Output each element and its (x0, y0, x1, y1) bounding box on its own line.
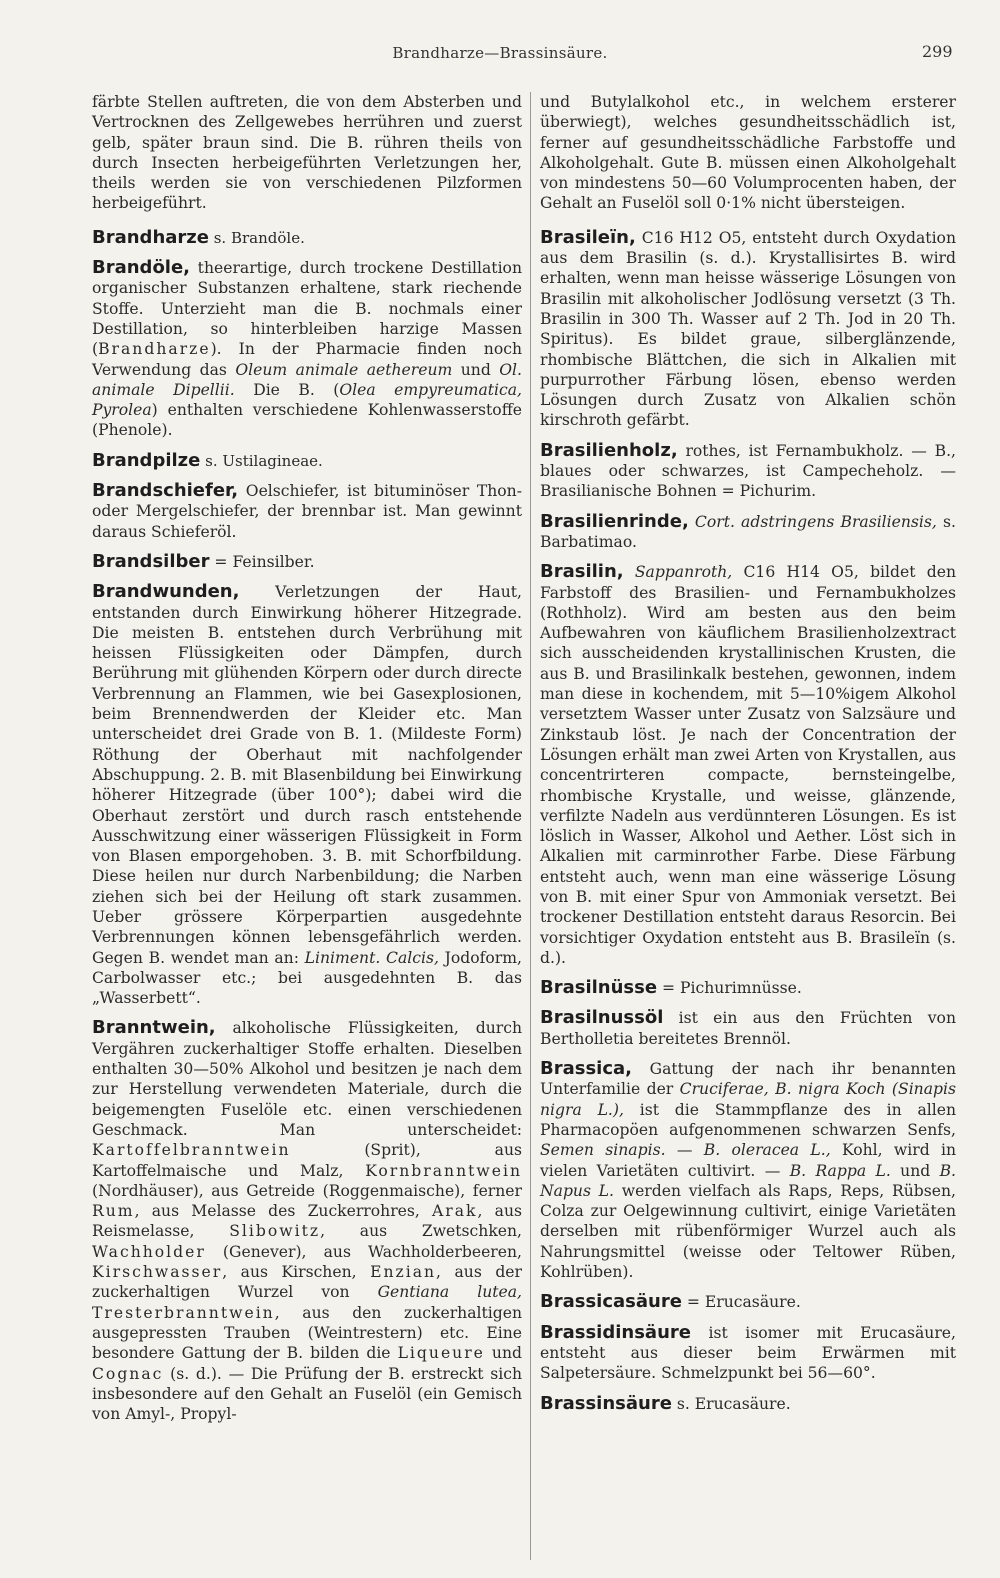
spaced-term: Rum (92, 1202, 135, 1221)
entry-text: = Pichurimnüsse. (657, 979, 802, 998)
entry-brandpilze (92, 451, 522, 471)
entry-brasilienholz (540, 441, 956, 502)
running-head: Brandharze—Brassinsäure. (392, 44, 608, 62)
latin-term: Gentiana lutea, (377, 1283, 522, 1302)
headword: Brasilnussöl (540, 1007, 664, 1029)
headword: Brandsilber (92, 550, 210, 572)
latin-term: Cort. adstringens Brasiliensis, (694, 512, 937, 531)
entry-text: alkoholische Flüssigkeiten, durch Vergähren zuckerhaltiger Stoffe erhalten. Dieselben enthalten 30—50% Alkohol und besitzen je nach dem zur Herstellung verwendeten Materiale, durch die beigemengten Fuselöle etc. einen verschiedenen Geschmack. Man unterscheidet: (92, 1019, 522, 1139)
entry-text (624, 563, 635, 581)
headword: Brasilnüsse (540, 977, 658, 999)
latin-term: Liniment. Calcis, (304, 948, 439, 967)
latin-term: B. Napus L. (540, 1161, 956, 1200)
spaced-term: Arak (432, 1202, 478, 1221)
entry-brasilein (540, 228, 956, 431)
spaced-term: Enzian (370, 1263, 437, 1282)
headword: Brandwunden, (92, 581, 240, 603)
latin-term: Ol. animale Dipellii. (92, 360, 522, 399)
entry-text: Die B. ( (234, 380, 340, 399)
entry-text: , aus Zwetschken, (320, 1222, 522, 1241)
entry-brandharze (92, 228, 522, 248)
entry-text: werden vielfach als Raps, Reps, Rübsen, Colza zur Oelgewinnung cultivirt, einige Varietäten derselben mit rübenförmiger Wurzel auch als Nahrungsmittel (weisse oder Teltower Rüben, Kohlrüben). (540, 1181, 956, 1282)
spaced-term: Liqueure (397, 1344, 485, 1363)
entry-brandwunden (92, 582, 522, 1008)
entry-text: , aus Kirschen, (222, 1263, 371, 1282)
continuation-text: färbte Stellen auftreten, die von dem Absterben und Vertrocknen des Zellgewebes herrühren und zuerst gelb, später braun sind. Die B. rühren theils von durch Insecten herbeigeführten Verletzungen her, theils werden sie von verschiedenen Pilzformen herbeigeführt. (92, 93, 522, 213)
entry-brasilienrinde (540, 512, 956, 553)
entry-text: s. Erucasäure. (671, 1394, 791, 1413)
left-column (92, 92, 522, 1434)
headword: Brandharze (92, 226, 209, 248)
entry-text: , aus den zuckerhaltigen ausgepressten Trauben (Weintrestern) etc. Eine besondere Gattung der B. bilden die (92, 1303, 522, 1363)
spaced-term: Slibowitz (229, 1222, 321, 1241)
entry-text: , aus der zuckerhaltigen Wurzel von (92, 1263, 522, 1302)
spaced-term: Wachholder (92, 1242, 206, 1261)
entry-brandschiefer (92, 481, 522, 542)
entry-text: (Nordhäuser), aus Getreide (Roggenmaische), ferner (92, 1181, 522, 1200)
entry-text: ). In der Pharmacie finden noch Verwendung das (92, 340, 522, 379)
entry-text: C16 H14 O5, bildet den Farbstoff des Brasilien- und Fernambukholzes (Rothholz). Wird am besten aus den beim Aufbewahren von käuflichem Brasilienholzextract sich ausscheidenden krystallinischen Krusten, die aus B. und Brasilinkalk bestehen, gewonnen, indem man diese in kochendem, mit 5—10%igem Alkohol versetztem Wasser unter Zusatz von Salzsäure und Zinkstaub löst. Je nach der Concentration der Lösungen erhält man zwei Arten von Krystallen, aus concentrirteren compacte, bernsteingelbe, rhombische Krystalle, und weisse, glänzende, verfilzte Nadeln aus verdünnteren Lösungen. Es ist löslich in Wasser, Alkohol und Aether. Löst sich in Alkalien mit carminrother Farbe. Diese Färbung entsteht auch, wenn man eine wässerige Lösung von B. mit einer Spur von Ammoniak versetzt. Bei trockener Destillation entsteht daraus Resorcin. Bei vorsichtiger Oxydation entsteht aus B. Brasileïn (s. d.). (540, 563, 956, 967)
continuation-text: und Butylalkohol etc., in welchem ersterer überwiegt), welches gesundheitsschädlich ist, ferner auf gesundheitsschädliche Farbstoffe und Alkoholgehalt. Gute B. müssen einen Alkoholgehalt von mindestens 50—60 Volumprocenten haben, der Gehalt an Fuselöl soll 0·1% nicht übersteigen. (540, 93, 956, 213)
entry-brasilnuesse (540, 978, 956, 998)
page-number: 299 (922, 42, 953, 61)
headword: Brasilienrinde, (540, 510, 689, 532)
column-divider (530, 92, 531, 1560)
entry-text: Kohl, wird in vielen Varietäten cultivirt. — (540, 1141, 957, 1180)
headword: Brandschiefer, (92, 480, 239, 502)
entry-text: ist die Stammpflanze des in allen Pharmacopöen aufgenommenen schwarzen Senfs, (540, 1100, 957, 1139)
spaced-term: Kirschwasser (92, 1263, 223, 1282)
entry-branntwein (92, 1018, 522, 1424)
headword: Brasilin, (540, 561, 624, 583)
entry-text: und (452, 360, 500, 379)
latin-term: Sappanroth, (634, 563, 733, 582)
entry-brasilin (540, 562, 956, 968)
entry-text: (s. d.). — Die Prüfung der B. erstreckt sich insbesondere auf den Gehalt an Fuselöl (ein Gemisch von Amyl-, Propyl- (92, 1364, 522, 1424)
entry-text: s. Barbatimao. (540, 512, 956, 551)
headword: Brasileïn, (540, 226, 636, 248)
headword: Brasilienholz, (540, 439, 678, 461)
headword: Brassinsäure (540, 1392, 672, 1414)
entry-text: Jodoform, Carbolwasser etc.; bei ausgedehnten B. das „Wasserbett“. (92, 948, 522, 1008)
right-column (540, 92, 956, 1424)
entry-text: (Sprit), aus Kartoffelmaische und Malz, (92, 1141, 522, 1180)
entry-text: Oelschiefer, ist bituminöser Thon- oder Mergelschiefer, der brennbar ist. Man gewinnt daraus Schieferöl. (92, 482, 522, 541)
entry-text: , aus Melasse des Zuckerrohres, (134, 1202, 433, 1221)
entry-brasilnussoel (540, 1008, 956, 1049)
latin-term: B. Rappa L. (789, 1161, 891, 1180)
latin-term: Semen sinapis. (540, 1141, 666, 1160)
entry-text: Gattung der nach ihr benannten Unterfamilie der (540, 1060, 956, 1099)
entry-text: s. Brandöle. (208, 228, 305, 247)
entry-text: — (665, 1141, 704, 1160)
latin-term: Cruciferae, B. nigra Koch (Sinapis nigra L.), (540, 1080, 956, 1119)
headword: Brandpilze (92, 449, 201, 471)
entry-text: = Feinsilber. (209, 552, 315, 571)
headword: Brassidinsäure (540, 1321, 691, 1343)
entry-text: (Genever), aus Wachholderbeeren, (205, 1242, 522, 1261)
entry-brassinsaeure (540, 1394, 956, 1414)
entry-text: und (484, 1344, 523, 1363)
entry-text: ist isomer mit Erucasäure, entsteht aus dieser beim Erwärmen mit Salpetersäure. Schmelzpunkt bei 56—60°. (540, 1323, 956, 1383)
spaced-term: Kartoffelbranntwein (92, 1141, 291, 1160)
headword: Brandöle, (92, 257, 191, 279)
entry-brassica (540, 1059, 956, 1282)
headword: Brassicasäure (540, 1291, 682, 1313)
spaced-term: Tresterbranntwein (92, 1303, 275, 1322)
entry-brassidinsaeure (540, 1323, 956, 1384)
latin-term: Olea empyreumatica, Pyrolea (92, 380, 522, 420)
entry-text: , aus Reismelasse, (92, 1202, 522, 1241)
spaced-term: Cognac (92, 1364, 164, 1383)
latin-term: Oleum animale aethereum (235, 360, 453, 379)
entry-text: rothes, ist Fernambukholz. — B., blaues oder schwarzes, ist Campecheholz. — Brasilianische Bohnen = Pichurim. (540, 441, 956, 501)
entry-brandsilber (92, 552, 522, 572)
headword: Branntwein, (92, 1017, 216, 1039)
entry-brandoele (92, 258, 522, 441)
latin-term: B. oleracea L., (703, 1141, 831, 1160)
spaced-term: Kornbranntwein (365, 1161, 522, 1180)
spaced-term: Brandharze (98, 340, 211, 359)
entry-text: und (890, 1161, 940, 1180)
entry-text: theerartige, durch trockene Destillation organischer Substanzen erhaltene, stark riechende Stoffe. Unterzieht man die B. nochmals einer Destillation, so hinterbleiben harzige Massen ( (92, 259, 522, 359)
entry-text: ist ein aus den Früchten von Bertholletia bereitetes Brennöl. (540, 1009, 956, 1048)
entry-brassicasaeure (540, 1292, 956, 1312)
entry-text: s. Ustilagineae. (200, 451, 323, 470)
entry-text: ) enthalten verschiedene Kohlenwasserstoffe (Phenole). (92, 401, 522, 440)
headword: Brassica, (540, 1058, 632, 1080)
entry-text: = Erucasäure. (681, 1293, 801, 1312)
entry-text: C16 H12 O5, entsteht durch Oxydation aus dem Brasilin (s. d.). Krystallisirtes B. wird erhalten, wenn man heisse wässerige Lösungen von Brasilin mit alkoholischer Jodlösung versetzt (3 Th. Brasilin in 300 Th. Wasser auf 2 Th. Jod in 20 Th. Spiritus). Es bildet graue, silberglänzende, rhombische Blättchen, die sich in Alkalien mit purpurrother Färbung lösen, ebenso werden Lösungen durch Zusatz von Alkalien schön kirschroth gefärbt. (540, 228, 956, 430)
entry-text: Verletzungen der Haut, entstanden durch Einwirkung höherer Hitzegrade. Die meisten B. entstehen durch Verbrühung mit heissen Flüssigkeiten oder Dämpfen, durch Berührung mit glühenden Körpern oder durch directe Verbrennung an Flammen, wie bei Gasexplosionen, beim Brennendwerden der Kleider etc. Man unterscheidet drei Grade von B. 1. (Mildeste Form) Röthung der Oberhaut mit nachfolgender Abschuppung. 2. B. mit Blasenbildung bei Einwirkung höherer Hitzegrade (über 100°); dabei wird die Oberhaut zerstört und durch rasch entstehende Ausschwitzung einer wässerigen Flüssigkeit in Form von Blasen emporgehoben. 3. B. mit Schorfbildung. Diese heilen nur durch Narbenbildung; die Narben ziehen sich bei der Heilung oft stark zusammen. Ueber grössere Körperpartien ausgedehnte Verbrennungen können lebensgefährlich werden. Gegen B. wendet man an: (92, 583, 522, 967)
